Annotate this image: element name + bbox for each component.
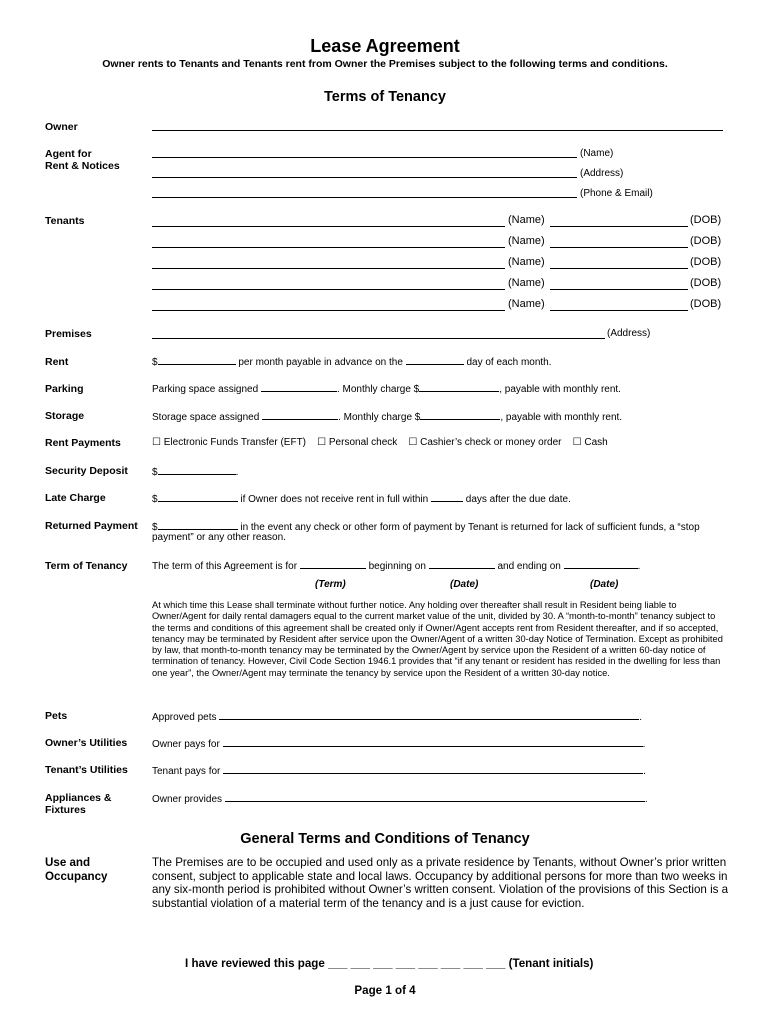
tenant-name-caption: (Name) [508,277,545,289]
storage-charge-field[interactable] [420,410,500,420]
tenant-dob-field[interactable] [550,289,688,290]
use-occupancy-label: Use and [45,856,91,869]
tenant-dob-field[interactable] [550,226,688,227]
appliances-label-2: Fixtures [45,804,86,816]
tenant-dob-caption: (DOB) [690,214,722,226]
term-caption: (Term) [315,579,346,590]
personal-check-label: Personal check [328,437,398,448]
dollar-sign: $ [152,494,158,505]
tenant-name-field[interactable] [152,226,505,227]
tenant-dob-caption: (DOB) [690,235,722,247]
deposit-period: . [235,467,239,478]
owner-utilities-text: Owner pays for [152,739,223,750]
initials-field[interactable]: ___ ___ ___ ___ ___ ___ ___ ___ [328,957,506,970]
agent-address-caption: (Address) [580,168,624,179]
tenant-utilities-row [152,764,646,777]
appliances-label: Appliances & [45,792,112,804]
rent-day-field[interactable] [406,355,464,365]
tenant-name-field[interactable] [152,289,505,290]
owner-field[interactable] [152,130,723,131]
tenant-name-caption: (Name) [508,298,545,310]
term-period: . [637,561,641,572]
parking-charge-field[interactable] [419,382,499,392]
pets-field[interactable] [219,710,639,720]
term-paragraph: At which time this Lease shall terminate without further notice. Any holding over thereafter shall result in Resident being liable to Owner/Agent for daily rental damagers equal to the current market value of the unit, divided by 30. A “month-to-month” tenancy subject to the terms and conditions of this agreement shall be created only if Owner/Agent accepts rent from Resident thereafter, and if so accepted, tenancy may be terminated by Resident after service upon the Owner/Agent of a written 30-day Notice of Termination. Except as prohibited by law, that month-to-month tenancy may be terminated by the Owner/Agent by service upon the Resident of a written 60-day notice of termination of tenancy. However, Civil Code Section 1946.1 provides that “if any tenant or resident has resided in the dwelling for less than one year”, the Owner/Agent may terminate the tenancy by service upon the Resident of a written 30-day notice. [152,600,723,678]
late-days-field[interactable] [431,492,463,502]
storage-label: Storage [45,410,85,422]
dollar-sign: $ [152,467,158,478]
agent-label-2: Rent & Notices [45,160,120,172]
returned-text: in the event any check or other form of payment by Tenant is returned for lack of sufficient funds, a “stop [237,522,700,533]
section-heading-general: General Terms and Conditions of Tenancy [240,831,530,847]
parking-text: Parking space assigned [152,384,261,395]
eft-label: Electronic Funds Transfer (EFT) [163,437,307,448]
tenant-dob-field[interactable] [550,310,688,311]
storage-row [152,410,622,423]
rent-text-end: day of each month. [463,357,552,368]
term-text-end: and ending on [494,561,564,572]
tenant-name-caption: (Name) [508,214,545,226]
tenant-utilities-label: Tenant’s Utilities [45,764,128,776]
parking-row [152,382,621,395]
returned-text-line2: payment” or any other reason. [152,532,286,543]
tenant-utilities-period: . [643,766,646,777]
owner-utilities-label: Owner’s Utilities [45,737,128,749]
tenant-name-field[interactable] [152,268,505,269]
tenant-dob-caption: (DOB) [690,298,722,310]
initials-row [185,957,593,970]
tenants-label: Tenants [45,215,85,227]
pets-text: Approved pets [152,712,220,723]
late-text: if Owner does not receive rent in full within [237,494,431,505]
tenant-dob-caption: (DOB) [690,256,722,268]
term-row [152,559,640,572]
tenant-utilities-text: Tenant pays for [152,766,224,777]
rent-text: per month payable in advance on the [235,357,406,368]
tenant-dob-field[interactable] [550,247,688,248]
cash-label: Cash [584,437,608,448]
agent-address-field[interactable] [152,177,577,178]
security-deposit-row [152,465,238,478]
use-occupancy-text: The Premises are to be occupied and used only as a private residence by Tenants, without Owner’s prior written consent, subject to applicable state and local laws. Occupancy by additional persons for more than two weeks in any six-month period is prohibited without Owner’s written consent. Violation of the provisions of this Section is a substantial violation of a material term of the tenancy and is a just cause for eviction. [152,856,729,911]
owner-utilities-period: . [642,739,646,750]
checkbox-personal-check[interactable]: ☐ [317,437,327,448]
dollar-sign: $ [152,357,158,368]
reviewed-text: I have reviewed this page [185,957,325,970]
term-label: Term of Tenancy [45,560,128,572]
page-title: Lease Agreement [310,36,460,56]
term-start-field[interactable] [429,559,495,569]
use-occupancy-label-2: Occupancy [45,870,108,883]
late-charge-field[interactable] [158,492,238,502]
rent-payments-row [152,437,608,448]
tenant-name-field[interactable] [152,247,505,248]
pets-period: . [639,712,643,723]
agent-phone-field[interactable] [152,197,577,198]
security-deposit-field[interactable] [158,465,236,475]
term-end-field[interactable] [564,559,638,569]
appliances-period: . [644,794,648,805]
agent-phone-caption: (Phone & Email) [580,188,653,199]
term-length-field[interactable] [300,559,366,569]
tenant-utilities-field[interactable] [223,764,643,774]
storage-text: Storage space assigned [152,412,263,423]
late-charge-label: Late Charge [45,492,106,504]
owner-utilities-field[interactable] [223,737,643,747]
term-text: The term of this Agreement is for [152,561,300,572]
returned-payment-label: Returned Payment [45,520,138,532]
storage-text-mid: . Monthly charge $ [338,412,421,423]
late-text-end: days after the due date. [463,494,571,505]
start-date-caption: (Date) [450,579,479,590]
security-deposit-label: Security Deposit [45,465,128,477]
tenant-name-caption: (Name) [508,256,545,268]
appliances-row [152,792,648,805]
checkbox-cash[interactable]: ☐ [572,437,582,448]
tenant-name-field[interactable] [152,310,505,311]
rent-row [152,355,552,368]
rent-label: Rent [45,356,69,368]
tenant-name-caption: (Name) [508,235,545,247]
rent-payments-label: Rent Payments [45,437,121,449]
rent-amount-field[interactable] [158,355,236,365]
pets-label: Pets [45,710,68,722]
agent-name-field[interactable] [152,157,577,158]
owner-utilities-row [152,737,645,750]
cashiers-check-label: Cashier’s check or money order [420,437,562,448]
term-text-begin: beginning on [365,561,429,572]
checkbox-eft[interactable]: ☐ [152,437,161,448]
owner-label: Owner [45,121,78,133]
tenant-dob-caption: (DOB) [690,277,722,289]
premises-label: Premises [45,328,92,340]
premises-address-field[interactable] [152,338,605,339]
checkbox-cashiers-check[interactable]: ☐ [408,437,418,448]
initials-caption: (Tenant initials) [508,957,594,970]
returned-payment-field[interactable] [158,520,238,530]
page-number: Page 1 of 4 [354,984,416,997]
end-date-caption: (Date) [590,579,619,590]
tenant-dob-field[interactable] [550,268,688,269]
page-subtitle: Owner rents to Tenants and Tenants rent from Owner the Premises subject to the following terms and conditions. [102,58,668,70]
premises-address-caption: (Address) [607,328,651,339]
appliances-text: Owner provides [152,794,225,805]
appliances-field[interactable] [225,792,645,802]
parking-label: Parking [45,383,84,395]
parking-text-mid: . Monthly charge $ [336,384,420,395]
late-charge-row [152,492,571,505]
agent-name-caption: (Name) [580,148,614,159]
storage-space-field[interactable] [262,410,338,420]
parking-space-field[interactable] [261,382,337,392]
pets-row [152,710,642,723]
storage-text-end: , payable with monthly rent. [500,412,623,423]
agent-label: Agent for [45,148,92,160]
section-heading-terms: Terms of Tenancy [324,89,446,105]
parking-text-end: , payable with monthly rent. [499,384,621,395]
dollar-sign: $ [152,522,158,533]
